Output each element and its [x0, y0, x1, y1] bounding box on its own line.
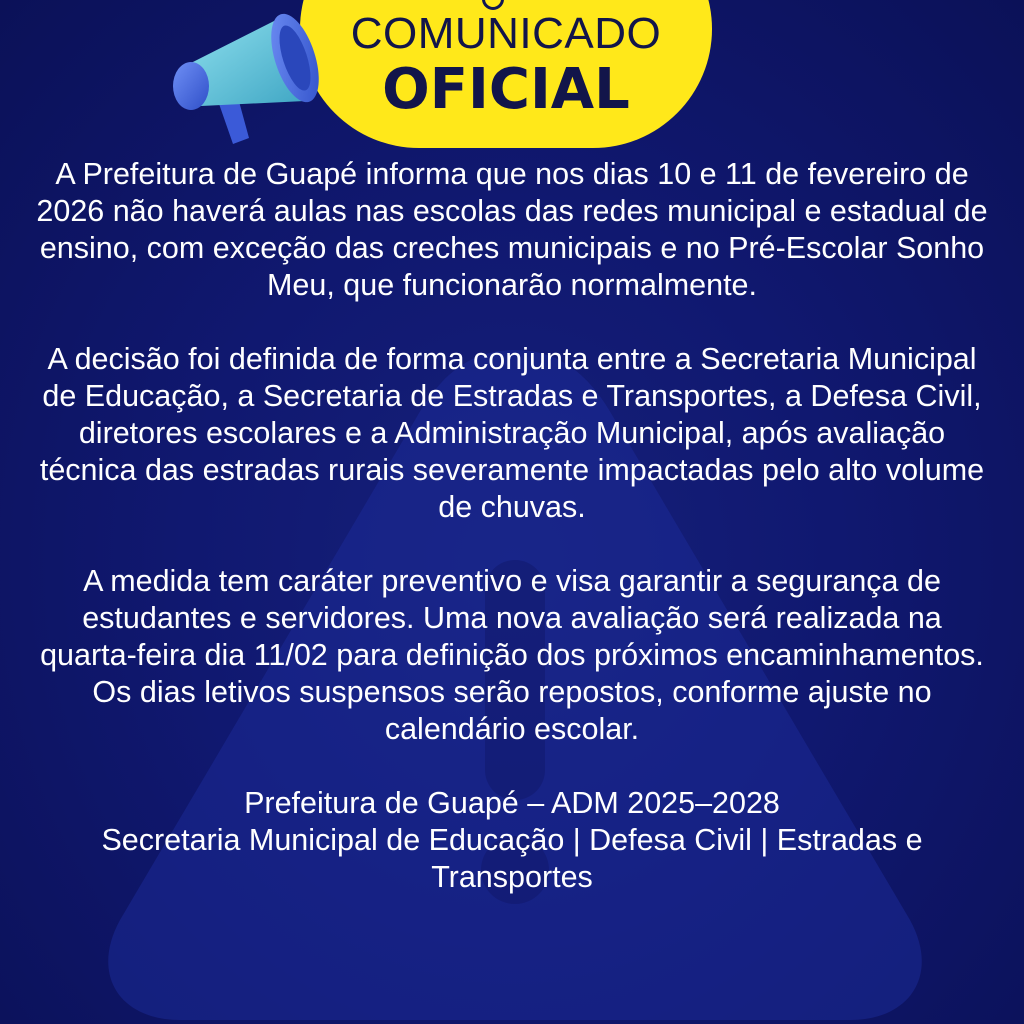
header-title-bottom: OFICIAL: [382, 57, 630, 122]
header-title-top: COMUNICADO: [350, 9, 662, 58]
announcement-body: [30, 156, 994, 896]
signature-administration: Prefeitura de Guapé – ADM 2025–2028: [244, 786, 780, 820]
paragraph-school-closure: A Prefeitura de Guapé informa que nos dias 10 e 11 de fevereiro de 2026 não haverá aulas nas escolas das redes municipal e estadual de ensino, com exceção das creches municipais e no Pré-Escolar Sonho Meu, que funcionarão normalmente.: [36, 157, 988, 302]
signature-departments: Secretaria Municipal de Educação | Defesa Civil | Estradas e Transportes: [101, 823, 923, 894]
paragraph-decision: A decisão foi definida de forma conjunta entre a Secretaria Municipal de Educação, a Secretaria de Estradas e Transportes, a Defesa Civil, diretores escolares e a Administração Municipal, após avaliação técnica das estradas rurais severamente impactadas pelo alto volume de chuvas.: [39, 342, 985, 524]
paragraph-replacement-days: Os dias letivos suspensos serão repostos, conforme ajuste no calendário escolar.: [92, 675, 932, 746]
paragraph-preventive-measure: A medida tem caráter preventivo e visa garantir a segurança de estudantes e servidores. Uma nova avaliação será realizada na quarta-feira dia 11/02 para definição dos próximos encaminhamentos.: [40, 564, 984, 672]
